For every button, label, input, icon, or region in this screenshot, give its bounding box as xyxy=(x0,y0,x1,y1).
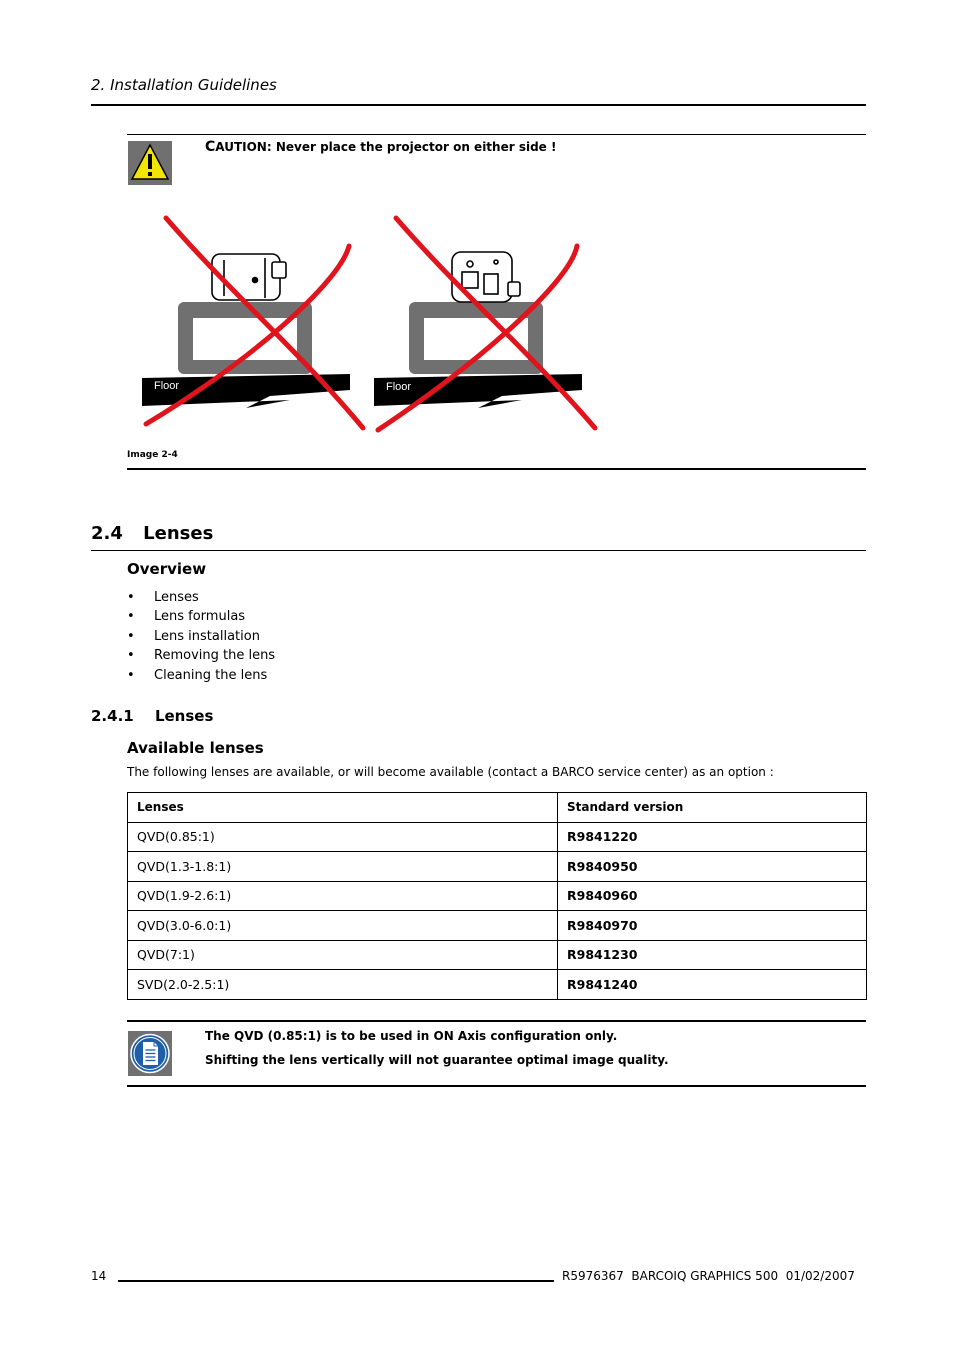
caution-label xyxy=(205,139,556,155)
footer-doc-info: R5976367 BARCOIQ GRAPHICS 500 01/02/2007 xyxy=(562,1269,855,1283)
available-lenses-heading: Available lenses xyxy=(127,739,264,757)
lens-name-cell: QVD(1.9-2.6:1) xyxy=(128,881,558,911)
header-rule xyxy=(91,104,866,106)
list-item-text: Lenses xyxy=(154,590,199,605)
section-title: Lenses xyxy=(143,523,214,544)
running-header: 2. Installation Guidelines xyxy=(91,76,277,94)
table-row xyxy=(128,881,867,911)
floor-label-right: Floor xyxy=(386,381,412,393)
note-bottom-rule xyxy=(127,1085,866,1087)
lens-table xyxy=(127,792,867,1000)
part-number-cell: R9840970 xyxy=(558,911,867,941)
caution-top-rule xyxy=(127,134,866,135)
table-row xyxy=(128,911,867,941)
table-header-row xyxy=(128,793,867,823)
figure-caption: Image 2-4 xyxy=(127,450,178,460)
table-row xyxy=(128,852,867,882)
subsection-heading xyxy=(91,707,213,725)
section-rule xyxy=(91,550,866,551)
part-number-cell: R9840960 xyxy=(558,881,867,911)
subsection-number: 2.4.1 xyxy=(91,707,134,725)
note-line-1: The QVD (0.85:1) is to be used in ON Axis configuration only. xyxy=(205,1029,618,1043)
list-item-text: Cleaning the lens xyxy=(154,667,268,683)
part-number-cell: R9840950 xyxy=(558,852,867,882)
list-item-text: Lens formulas xyxy=(154,609,246,625)
section-number: 2.4 xyxy=(91,523,123,544)
overview-heading: Overview xyxy=(127,560,207,578)
lens-name-cell: QVD(3.0-6.0:1) xyxy=(128,911,558,941)
lens-name-cell: SVD(2.0-2.5:1) xyxy=(128,970,558,1000)
table-row xyxy=(128,970,867,1000)
table-row xyxy=(128,940,867,970)
lens-name-cell: QVD(0.85:1) xyxy=(128,822,558,852)
table-row xyxy=(128,822,867,852)
figure-side-placement xyxy=(140,212,600,434)
note-icon xyxy=(128,1031,172,1076)
part-number-cell: R9841220 xyxy=(558,822,867,852)
available-lenses-intro: The following lenses are available, or will become available (contact a BARCO service center) as an option : xyxy=(127,765,774,779)
table-header-standard: Standard version xyxy=(558,793,867,823)
subsection-title: Lenses xyxy=(154,707,214,725)
table-header-lenses: Lenses xyxy=(128,793,558,823)
part-number-cell: R9841230 xyxy=(558,940,867,970)
caution-prefix-cap: C xyxy=(205,139,216,155)
lens-name-cell: QVD(7:1) xyxy=(128,940,558,970)
section-heading xyxy=(91,523,213,544)
list-item-text: Removing the lens xyxy=(154,648,276,664)
page-number: 14 xyxy=(91,1269,107,1283)
lens-name-cell: QVD(1.3-1.8:1) xyxy=(128,852,558,882)
caution-bottom-rule xyxy=(127,468,866,470)
list-item-text: Lens installation xyxy=(154,628,260,644)
caution-text: Never place the projector on either side ! xyxy=(275,140,557,154)
warning-icon xyxy=(128,141,172,185)
note-line-2: Shifting the lens vertically will not guarantee optimal image quality. xyxy=(205,1053,669,1067)
floor-label-left: Floor xyxy=(154,380,180,392)
part-number-cell: R9841240 xyxy=(558,970,867,1000)
note-top-rule xyxy=(127,1020,866,1022)
footer-rule xyxy=(118,1280,554,1282)
caution-prefix-rest: AUTION: xyxy=(215,140,272,154)
